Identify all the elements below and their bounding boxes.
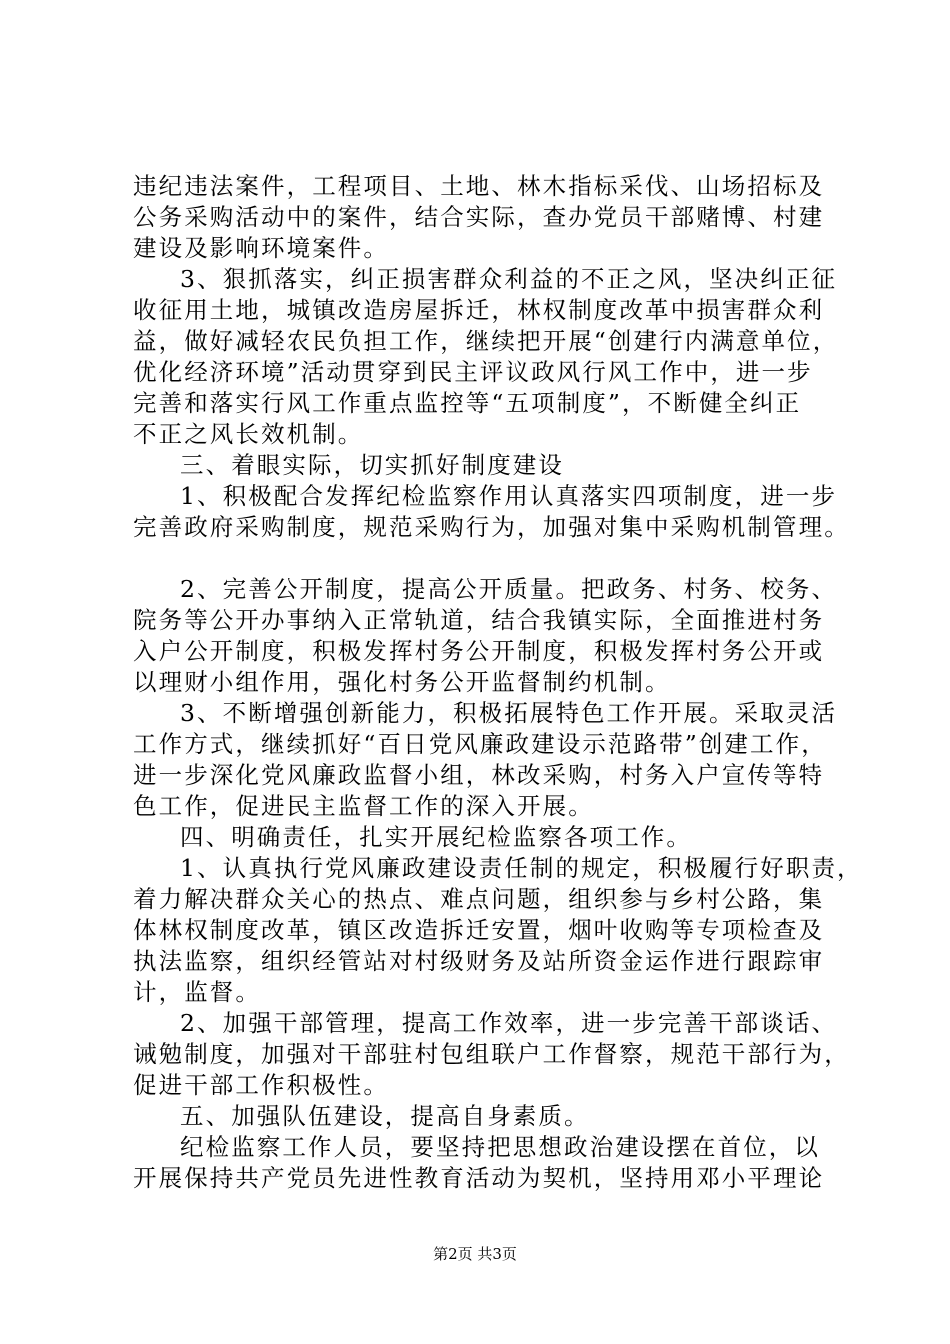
body-line-23: 着力解决群众关心的热点、难点问题，组织参与乡村公路，集 [133, 885, 825, 913]
body-line-8: 完善和落实行风工作重点监控等“五项制度”，不断健全纠正 [133, 389, 802, 417]
body-line-24: 体林权制度改革，镇区改造拆迁安置，烟叶收购等专项检查及 [133, 916, 825, 944]
body-line-6: 益，做好减轻农民负担工作，继续把开展“创建行内满意单位， [133, 327, 839, 355]
document-body [133, 171, 863, 1194]
body-line-22: 1、认真执行党风廉政建设责任制的规定，积极履行好职责， [180, 854, 863, 882]
body-line-29: 促进干部工作积极性。 [133, 1071, 389, 1099]
body-line-13: 2、完善公开制度，提高公开质量。把政务、村务、校务、 [180, 575, 838, 603]
body-line-4: 3、狠抓落实，纠正损害群众利益的不正之风，坚决纠正征 [180, 265, 838, 293]
body-line-17: 3、不断增强创新能力，积极拓展特色工作开展。采取灵活 [180, 699, 838, 727]
body-line-32: 开展保持共产党员先进性教育活动为契机，坚持用邓小平理论 [133, 1164, 825, 1192]
body-line-31: 纪检监察工作人员，要坚持把思想政治建设摆在首位，以 [180, 1133, 820, 1161]
body-line-14: 院务等公开办事纳入正常轨道，结合我镇实际，全面推进村务 [133, 606, 825, 634]
body-line-16: 以理财小组作用，强化村务公开监督制约机制。 [133, 668, 671, 696]
body-line-25: 执法监察，组织经管站对村级财务及站所资金运作进行跟踪审 [133, 947, 825, 975]
body-line-3: 建设及影响环境案件。 [133, 234, 389, 262]
body-line-27: 2、加强干部管理，提高工作效率，进一步完善干部谈话、 [180, 1009, 838, 1037]
body-line-1: 违纪违法案件，工程项目、土地、林木指标采伐、山场招标及 [133, 172, 825, 200]
body-line-28: 诫勉制度，加强对干部驻村包组联户工作督察，规范干部行为， [133, 1040, 850, 1068]
body-line-2: 公务采购活动中的案件，结合实际，查办党员干部赌博、村建 [133, 203, 825, 231]
body-line-9: 不正之风长效机制。 [133, 420, 364, 448]
body-line-18: 工作方式，继续抓好“百日党风廉政建设示范路带”创建工作， [133, 730, 827, 758]
section-heading-3: 三、着眼实际，切实抓好制度建设 [180, 451, 564, 479]
paragraph-gap [133, 543, 838, 574]
body-line-7: 优化经济环境”活动贯穿到民主评议政风行风工作中，进一步 [133, 358, 813, 386]
body-line-20: 色工作，促进民主监督工作的深入开展。 [133, 792, 594, 820]
body-line-19: 进一步深化党风廉政监督小组，林改采购，村务入户宣传等特 [133, 761, 825, 789]
body-line-12: 完善政府采购制度，规范采购行为，加强对集中采购机制管理。 [133, 513, 850, 541]
section-heading-4: 四、明确责任，扎实开展纪检监察各项工作。 [180, 823, 692, 851]
body-line-11: 1、积极配合发挥纪检监察作用认真落实四项制度，进一步 [180, 482, 838, 510]
page-footer: 第2页 共3页 [433, 1245, 517, 1263]
body-line-5: 收征用土地，城镇改造房屋拆迁，林权制度改革中损害群众利 [133, 296, 825, 324]
body-line-15: 入户公开制度，积极发挥村务公开制度，积极发挥村务公开或 [133, 637, 825, 665]
body-line-26: 计，监督。 [133, 978, 261, 1006]
section-heading-5: 五、加强队伍建设，提高自身素质。 [180, 1102, 590, 1130]
